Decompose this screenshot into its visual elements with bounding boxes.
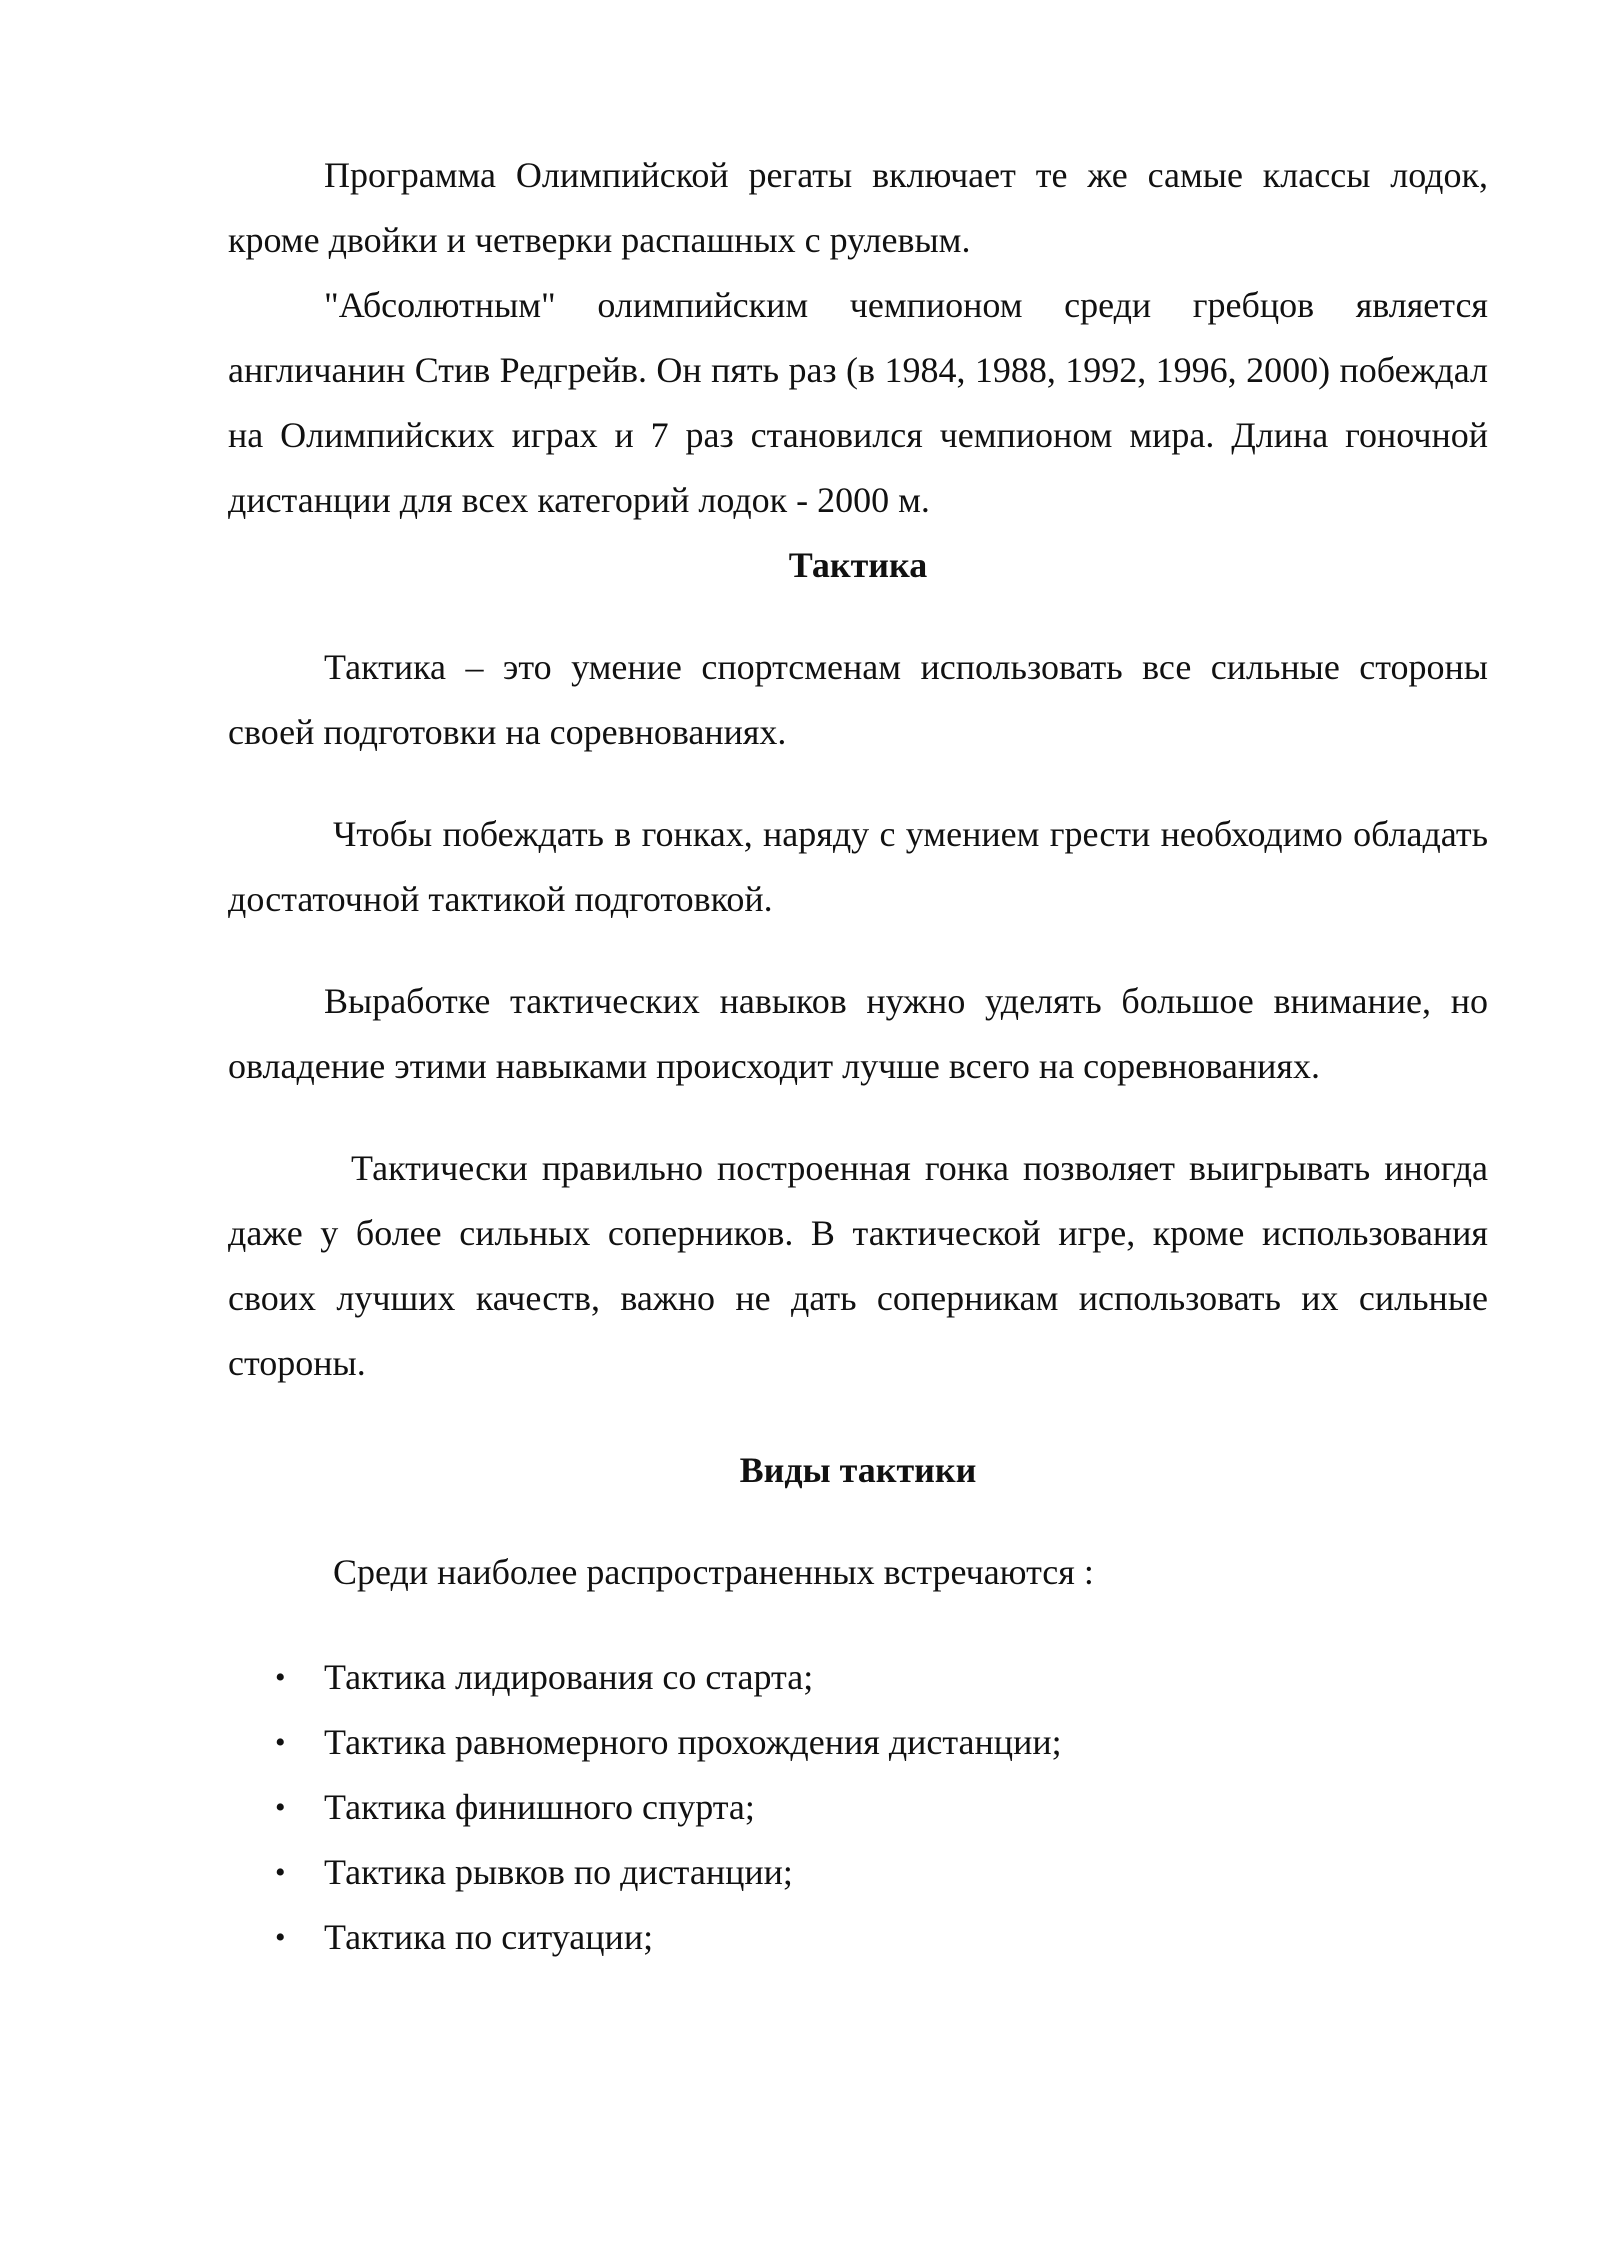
paragraph-regatta-program: Программа Олимпийской регаты включает те же самые классы лодок, кроме двойки и четверки распашных с рулевым. [228,155,1488,260]
paragraph-tactical-skills: Выработке тактических навыков нужно уделять большое внимание, но овладение этими навыками происходит лучше всего на соревнованиях. [228,981,1488,1086]
tactics-list [228,1645,1488,1970]
paragraph-tactical-race: Тактически правильно построенная гонка позволяет выигрывать иногда даже у более сильных соперников. В тактической игре, кроме использования своих лучших качеств, важно не дать соперникам использовать их сильные стороны. [228,1148,1488,1383]
heading-tactics-types: Виды тактики [739,1450,977,1490]
list-item [228,1710,1488,1775]
heading-tactics: Тактика [788,545,928,585]
bullet-icon: • [275,1791,286,1824]
bullet-icon: • [275,1661,286,1694]
paragraph-redgrave: "Абсолютным" олимпийским чемпионом среди гребцов является англичанин Стив Редгрейв. Он пять раз (в 1984, 1988, 1992, 1996, 2000) побеждал на Олимпийских играх и 7 раз становился чемпионом мира. Длина гоночной дистанции для всех категорий лодок - 2000 м. [228,285,1488,520]
list-item-text: Тактика равномерного прохождения дистанции; [324,1722,1062,1762]
bullet-icon: • [275,1921,286,1954]
list-item [228,1645,1488,1710]
list-item-text: Тактика лидирования со старта; [324,1657,814,1697]
paragraph-list-intro: Среди наиболее распространенных встречаются : [333,1552,1094,1592]
list-item [228,1905,1488,1970]
paragraph-winning-races: Чтобы побеждать в гонках, наряду с умением грести необходимо обладать достаточной тактикой подготовкой. [228,814,1488,919]
bullet-icon: • [275,1856,286,1889]
list-item-text: Тактика по ситуации; [324,1917,654,1957]
list-item [228,1840,1488,1905]
list-item-text: Тактика рывков по дистанции; [324,1852,793,1892]
paragraph-tactics-definition: Тактика – это умение спортсменам использовать все сильные стороны своей подготовки на соревнованиях. [228,647,1488,752]
list-item [228,1775,1488,1840]
bullet-icon: • [275,1726,286,1759]
list-item-text: Тактика финишного спурта; [324,1787,755,1827]
